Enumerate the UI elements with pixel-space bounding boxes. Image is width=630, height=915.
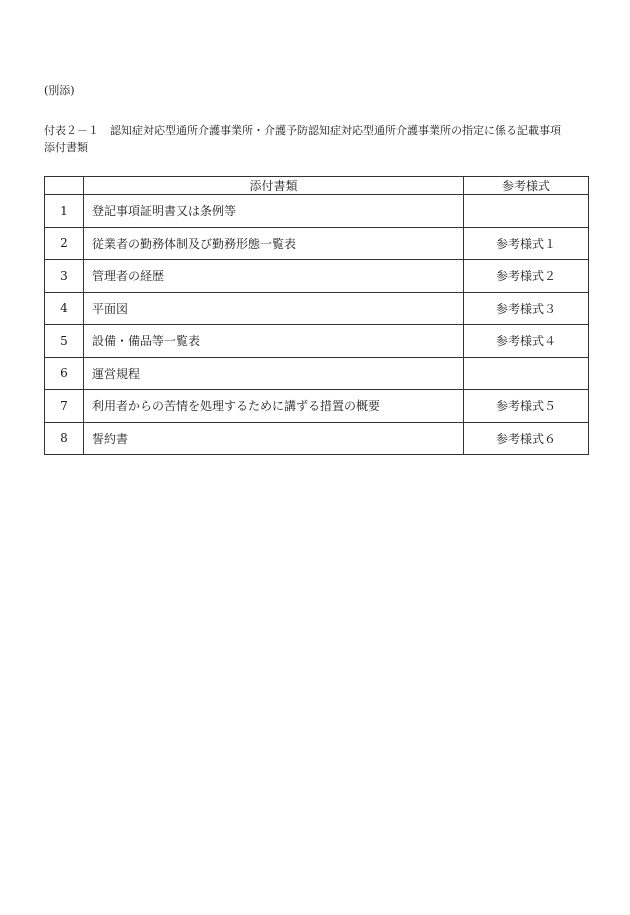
row-document: 従業者の勤務体制及び勤務形態一覧表 xyxy=(84,227,464,260)
row-number: 7 xyxy=(45,390,84,423)
table-row xyxy=(45,227,589,260)
row-format: 参考様式３ xyxy=(464,292,589,325)
header-document: 添付書類 xyxy=(84,177,464,195)
row-document: 誓約書 xyxy=(84,422,464,455)
row-document: 平面図 xyxy=(84,292,464,325)
row-format: 参考様式６ xyxy=(464,422,589,455)
attachments-table xyxy=(44,176,589,455)
row-format: 参考様式５ xyxy=(464,390,589,423)
row-number: 4 xyxy=(45,292,84,325)
row-number: 5 xyxy=(45,325,84,358)
row-format xyxy=(464,357,589,390)
document-title-line-1: 付表２－１ 認知症対応型通所介護事業所・介護予防認知症対応型通所介護事業所の指定に係る記載事項 xyxy=(44,124,561,137)
table-row xyxy=(45,390,589,423)
table-row xyxy=(45,195,589,228)
row-document: 管理者の経歴 xyxy=(84,260,464,293)
table-row xyxy=(45,357,589,390)
row-document: 登記事項証明書又は条例等 xyxy=(84,195,464,228)
row-document: 設備・備品等一覧表 xyxy=(84,325,464,358)
row-format: 参考様式４ xyxy=(464,325,589,358)
document-note: (別添) xyxy=(44,84,75,97)
header-number xyxy=(45,177,84,195)
document-title xyxy=(44,122,594,156)
table-row xyxy=(45,325,589,358)
table-header-row xyxy=(45,177,589,195)
row-number: 8 xyxy=(45,422,84,455)
row-number: 3 xyxy=(45,260,84,293)
table-row xyxy=(45,422,589,455)
document-title-line-2: 添付書類 xyxy=(44,141,88,154)
table-row xyxy=(45,292,589,325)
table-row xyxy=(45,260,589,293)
row-format: 参考様式２ xyxy=(464,260,589,293)
row-format: 参考様式１ xyxy=(464,227,589,260)
row-document: 運営規程 xyxy=(84,357,464,390)
row-number: 6 xyxy=(45,357,84,390)
row-document: 利用者からの苦情を処理するために講ずる措置の概要 xyxy=(84,390,464,423)
row-format xyxy=(464,195,589,228)
row-number: 1 xyxy=(45,195,84,228)
header-format: 参考様式 xyxy=(464,177,589,195)
row-number: 2 xyxy=(45,227,84,260)
